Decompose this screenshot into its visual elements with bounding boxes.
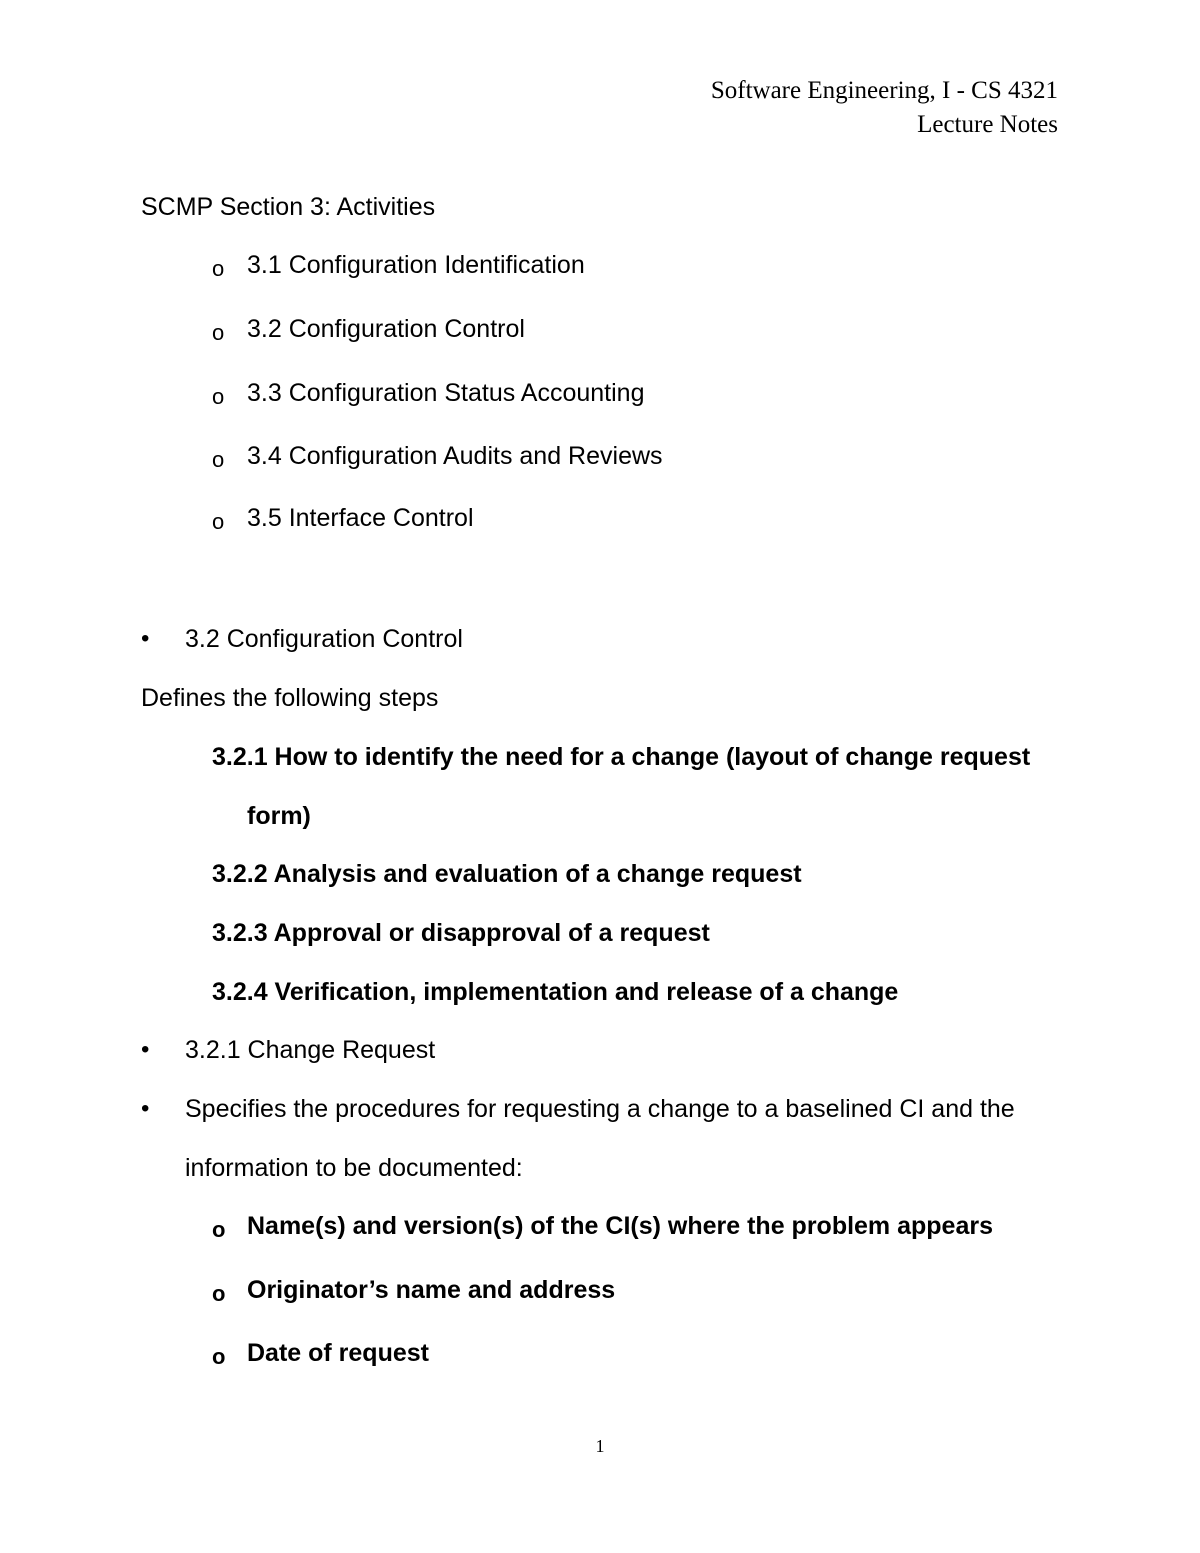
bullet-marker: • bbox=[141, 1036, 150, 1063]
list-marker: o bbox=[212, 1281, 226, 1306]
info-item: Originator’s name and address bbox=[247, 1276, 616, 1304]
step-3-2-2: 3.2.2 Analysis and evaluation of a change request bbox=[212, 860, 802, 888]
bullet-marker: • bbox=[141, 625, 150, 652]
list-marker: o bbox=[212, 384, 225, 409]
bullet-config-control: 3.2 Configuration Control bbox=[185, 625, 463, 653]
list-item: 3.2 Configuration Control bbox=[247, 315, 525, 343]
list-item: 3.5 Interface Control bbox=[247, 504, 474, 532]
info-item: Name(s) and version(s) of the CI(s) where the problem appears bbox=[247, 1212, 993, 1240]
list-marker: o bbox=[212, 1344, 226, 1369]
list-marker: o bbox=[212, 256, 225, 281]
step-3-2-4: 3.2.4 Verification, implementation and release of a change bbox=[212, 978, 899, 1006]
page-number: 1 bbox=[595, 1436, 605, 1456]
step-3-2-3: 3.2.3 Approval or disapproval of a request bbox=[212, 919, 710, 947]
list-item: 3.4 Configuration Audits and Reviews bbox=[247, 442, 663, 470]
bullet-marker: • bbox=[141, 1095, 150, 1122]
list-marker: o bbox=[212, 1217, 226, 1242]
header-course: Software Engineering, I - CS 4321 bbox=[710, 77, 1058, 104]
step-3-2-1-continued: form) bbox=[247, 802, 311, 830]
section-title: SCMP Section 3: Activities bbox=[141, 193, 436, 221]
bullet-change-request: 3.2.1 Change Request bbox=[185, 1036, 436, 1064]
bullet-specifies-continued: information to be documented: bbox=[185, 1154, 523, 1182]
bullet-specifies: Specifies the procedures for requesting a change to a baselined CI and the bbox=[185, 1095, 1015, 1123]
list-item: 3.3 Configuration Status Accounting bbox=[247, 379, 645, 407]
list-item: 3.1 Configuration Identification bbox=[247, 251, 585, 279]
info-item: Date of request bbox=[247, 1339, 429, 1367]
header-doc-type: Lecture Notes bbox=[917, 111, 1058, 138]
step-3-2-1: 3.2.1 How to identify the need for a change (layout of change request bbox=[212, 743, 1031, 771]
list-marker: o bbox=[212, 447, 225, 472]
list-marker: o bbox=[212, 320, 225, 345]
list-marker: o bbox=[212, 509, 225, 534]
defines-text: Defines the following steps bbox=[141, 684, 439, 712]
